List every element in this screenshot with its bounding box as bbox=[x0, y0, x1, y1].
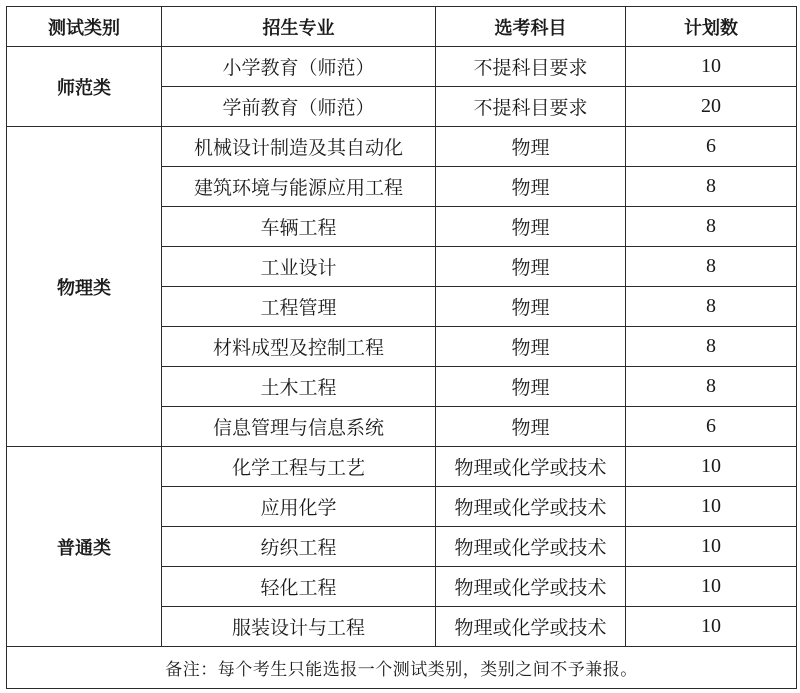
major-cell: 应用化学 bbox=[162, 487, 436, 527]
subject-cell: 物理或化学或技术 bbox=[436, 487, 626, 527]
header-plan-count: 计划数 bbox=[626, 7, 797, 47]
count-cell: 8 bbox=[626, 207, 797, 247]
major-cell: 服装设计与工程 bbox=[162, 607, 436, 647]
subject-cell: 物理 bbox=[436, 247, 626, 287]
header-subject: 选考科目 bbox=[436, 7, 626, 47]
major-cell: 建筑环境与能源应用工程 bbox=[162, 167, 436, 207]
category-cell: 师范类 bbox=[7, 47, 162, 127]
major-cell: 机械设计制造及其自动化 bbox=[162, 127, 436, 167]
major-cell: 工业设计 bbox=[162, 247, 436, 287]
subject-cell: 物理 bbox=[436, 367, 626, 407]
count-cell: 10 bbox=[626, 527, 797, 567]
note-row bbox=[7, 647, 797, 689]
admissions-table bbox=[6, 6, 797, 689]
category-cell: 普通类 bbox=[7, 447, 162, 647]
subject-cell: 不提科目要求 bbox=[436, 87, 626, 127]
subject-cell: 物理 bbox=[436, 207, 626, 247]
subject-cell: 物理 bbox=[436, 407, 626, 447]
count-cell: 10 bbox=[626, 447, 797, 487]
major-cell: 工程管理 bbox=[162, 287, 436, 327]
subject-cell: 物理或化学或技术 bbox=[436, 567, 626, 607]
major-cell: 土木工程 bbox=[162, 367, 436, 407]
category-cell: 物理类 bbox=[7, 127, 162, 447]
count-cell: 20 bbox=[626, 87, 797, 127]
subject-cell: 物理 bbox=[436, 127, 626, 167]
count-cell: 8 bbox=[626, 287, 797, 327]
major-cell: 信息管理与信息系统 bbox=[162, 407, 436, 447]
table-header-row bbox=[7, 7, 797, 47]
major-cell: 小学教育（师范） bbox=[162, 47, 436, 87]
table-row bbox=[7, 447, 797, 487]
table-row bbox=[7, 47, 797, 87]
count-cell: 10 bbox=[626, 567, 797, 607]
major-cell: 纺织工程 bbox=[162, 527, 436, 567]
major-cell: 学前教育（师范） bbox=[162, 87, 436, 127]
subject-cell: 物理或化学或技术 bbox=[436, 527, 626, 567]
count-cell: 10 bbox=[626, 607, 797, 647]
count-cell: 8 bbox=[626, 367, 797, 407]
subject-cell: 不提科目要求 bbox=[436, 47, 626, 87]
subject-cell: 物理 bbox=[436, 287, 626, 327]
subject-cell: 物理或化学或技术 bbox=[436, 607, 626, 647]
table-row bbox=[7, 127, 797, 167]
major-cell: 轻化工程 bbox=[162, 567, 436, 607]
count-cell: 10 bbox=[626, 47, 797, 87]
count-cell: 8 bbox=[626, 247, 797, 287]
major-cell: 化学工程与工艺 bbox=[162, 447, 436, 487]
footnote: 备注：每个考生只能选报一个测试类别，类别之间不予兼报。 bbox=[7, 647, 797, 689]
count-cell: 8 bbox=[626, 327, 797, 367]
header-major: 招生专业 bbox=[162, 7, 436, 47]
count-cell: 6 bbox=[626, 407, 797, 447]
subject-cell: 物理 bbox=[436, 167, 626, 207]
major-cell: 材料成型及控制工程 bbox=[162, 327, 436, 367]
count-cell: 8 bbox=[626, 167, 797, 207]
subject-cell: 物理 bbox=[436, 327, 626, 367]
count-cell: 6 bbox=[626, 127, 797, 167]
major-cell: 车辆工程 bbox=[162, 207, 436, 247]
count-cell: 10 bbox=[626, 487, 797, 527]
subject-cell: 物理或化学或技术 bbox=[436, 447, 626, 487]
header-test-category: 测试类别 bbox=[7, 7, 162, 47]
